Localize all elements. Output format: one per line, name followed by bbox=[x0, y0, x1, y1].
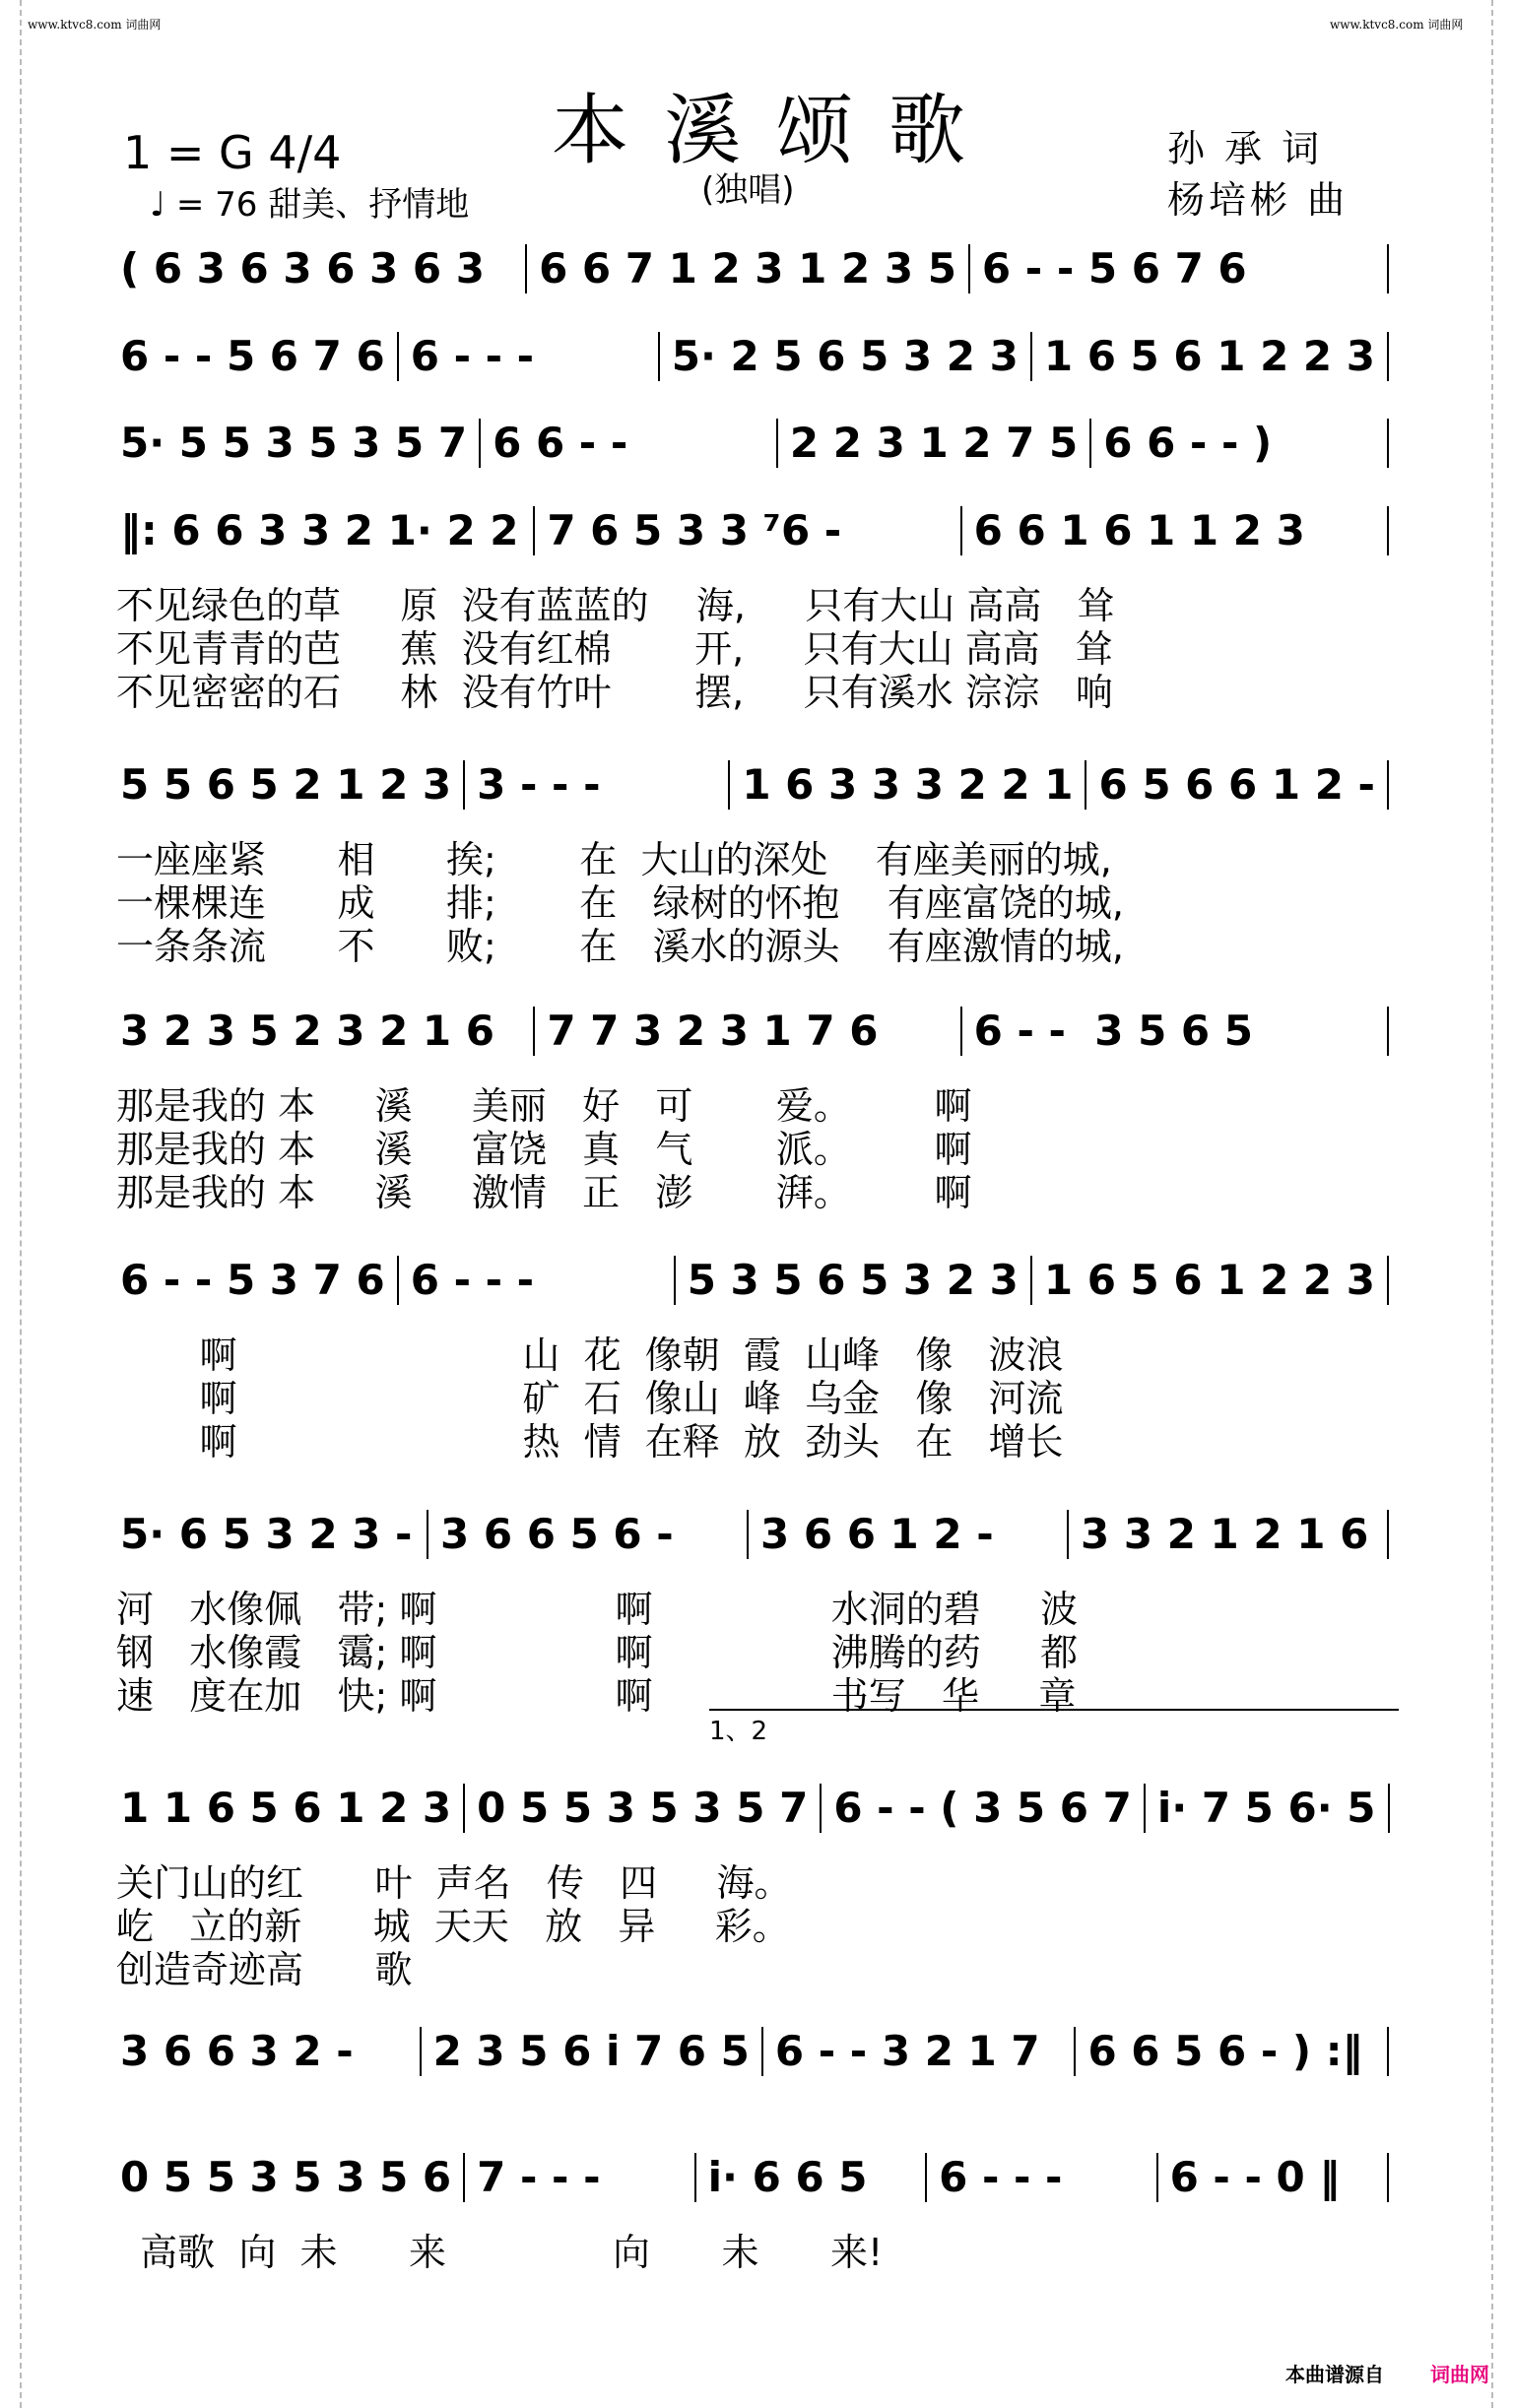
measure: 6 - - 0 ‖ bbox=[1158, 2153, 1389, 2202]
staff-row bbox=[108, 2153, 1389, 2202]
measure: 6 - - 3 5 6 5 bbox=[962, 1007, 1389, 1056]
staff-row bbox=[108, 506, 1389, 555]
lyric-line: 一棵棵连 成 排; 在 绿树的怀抱 有座富饶的城, bbox=[116, 881, 1124, 925]
measure: 1 1 6 5 6 1 2 3 bbox=[108, 1784, 465, 1833]
measure: 6 6 - - bbox=[481, 419, 778, 468]
measure: 0 5 5 3 5 3 5 6 bbox=[108, 2153, 465, 2202]
lyric-line: 啊 山 花 像朝 霞 山峰 像 波浪 bbox=[116, 1334, 1064, 1377]
footer-source: 本曲谱源自 bbox=[1285, 2363, 1384, 2386]
measure: 3 2 3 5 2 3 2 1 6 bbox=[108, 1007, 535, 1056]
composer: 杨培彬 曲 bbox=[1167, 178, 1349, 222]
staff-row bbox=[108, 1007, 1389, 1056]
watermark-right: www.ktvc8.com 词曲网 bbox=[1330, 18, 1464, 32]
staff-row bbox=[108, 1510, 1389, 1559]
measure: 6 - - 5 6 7 6 bbox=[970, 244, 1389, 293]
measure: 3 3 2 1 2 1 6 bbox=[1069, 1510, 1389, 1559]
measure: 6 - - 3 2 1 7 bbox=[763, 2027, 1077, 2076]
lyric-line: 不见青青的芭 蕉 没有红棉 开, 只有大山 高高 耸 bbox=[116, 627, 1113, 671]
lyricist: 孙 承 词 bbox=[1167, 127, 1324, 170]
staff-row bbox=[108, 1256, 1389, 1305]
measure: 6 - - ( 3 5 6 7 bbox=[822, 1784, 1146, 1833]
left-border bbox=[20, 0, 22, 2408]
lyric-line: 那是我的 本 溪 激情 正 澎 湃。 啊 bbox=[116, 1171, 972, 1214]
measure: 2 3 5 6 i 7 6 5 bbox=[422, 2027, 763, 2076]
measure: 6 - - 5 6 7 6 bbox=[108, 332, 399, 381]
measure: 6 6 7 1 2 3 1 2 3 5 bbox=[527, 244, 970, 293]
lyric-line: 创造奇迹高 歌 bbox=[116, 1948, 413, 1991]
measure: 5· 5 5 3 5 3 5 7 bbox=[108, 419, 481, 468]
lyric-line: 那是我的 本 溪 美丽 好 可 爱。 啊 bbox=[116, 1084, 972, 1128]
measure: 6 - - - bbox=[927, 2153, 1157, 2202]
staff-row bbox=[108, 244, 1389, 293]
measure: 6 - - 5 3 7 6 bbox=[108, 1256, 399, 1305]
lyric-line: 不见密密的石 林 没有竹叶 摆, 只有溪水 淙淙 响 bbox=[116, 671, 1113, 714]
measure: 5· 6 5 3 2 3 - bbox=[108, 1510, 428, 1559]
measure: 3 6 6 1 2 - bbox=[749, 1510, 1069, 1559]
measure: 3 - - - bbox=[465, 760, 730, 810]
tempo-marking: ♩ = 76 甜美、抒情地 bbox=[150, 185, 470, 225]
lyric-line: 啊 热 情 在释 放 劲头 在 增长 bbox=[116, 1420, 1064, 1464]
lyric-line: 一条条流 不 败; 在 溪水的源头 有座激情的城, bbox=[116, 925, 1124, 968]
key-signature: 1 = G 4/4 bbox=[123, 126, 342, 179]
measure: 6 6 5 6 - ) :‖ bbox=[1076, 2027, 1389, 2076]
lyric-line: 高歌 向 未 来 向 未 来! bbox=[116, 2231, 884, 2274]
staff-row bbox=[108, 1784, 1389, 1833]
staff-row bbox=[108, 332, 1389, 381]
measure: 3 6 6 5 6 - bbox=[428, 1510, 749, 1559]
volta-bracket: 1、2 bbox=[709, 1709, 1399, 1747]
measure: 7 7 3 2 3 1 7 6 bbox=[535, 1007, 961, 1056]
measure: 1 6 5 6 1 2 2 3 bbox=[1032, 332, 1389, 381]
lyric-line: 河 水像佩 带; 啊 啊 水洞的碧 波 bbox=[116, 1588, 1079, 1631]
staff-row bbox=[108, 2027, 1389, 2076]
lyric-line: 不见绿色的草 原 没有蓝蓝的 海, 只有大山 高高 耸 bbox=[116, 584, 1115, 627]
measure: 6 - - - bbox=[399, 1256, 676, 1305]
measure: 7 6 5 3 3 ⁷6 - bbox=[535, 506, 961, 555]
measure: 6 5 6 6 1 2 - bbox=[1086, 760, 1389, 810]
right-border bbox=[1491, 0, 1493, 2408]
measure: 6 6 - - ) bbox=[1091, 419, 1389, 468]
measure: 5 3 5 6 5 3 2 3 bbox=[676, 1256, 1032, 1305]
lyric-line: 关门山的红 叶 声名 传 四 海。 bbox=[116, 1861, 792, 1905]
lyric-line: 速 度在加 快; 啊 啊 书写 华 章 bbox=[116, 1674, 1077, 1718]
measure: ( 6 3 6 3 6 3 6 3 bbox=[108, 244, 527, 293]
measure: 3 6 6 3 2 - bbox=[108, 2027, 422, 2076]
measure: i· 7 5 6· 5 bbox=[1146, 1784, 1390, 1833]
staff-row bbox=[108, 760, 1389, 810]
measure: 0 5 5 3 5 3 5 7 bbox=[465, 1784, 822, 1833]
measure: 5 5 6 5 2 1 2 3 bbox=[108, 760, 465, 810]
lyric-line: 一座座紧 相 挨; 在 大山的深处 有座美丽的城, bbox=[116, 838, 1112, 881]
subtitle: (独唱) bbox=[701, 170, 795, 210]
lyric-line: 屹 立的新 城 天天 放 异 彩。 bbox=[116, 1905, 790, 1948]
measure: 5· 2 5 6 5 3 2 3 bbox=[660, 332, 1032, 381]
measure: 6 - - - bbox=[399, 332, 660, 381]
measure: ‖: 6 6 3 3 2 1· 2 2 bbox=[108, 506, 535, 555]
lyric-line: 啊 矿 石 像山 峰 乌金 像 河流 bbox=[116, 1377, 1064, 1420]
measure: 1 6 5 6 1 2 2 3 bbox=[1032, 1256, 1389, 1305]
song-title: 本溪颂歌 bbox=[552, 87, 1002, 175]
lyric-line: 那是我的 本 溪 富饶 真 气 派。 啊 bbox=[116, 1128, 972, 1171]
measure: 7 - - - bbox=[465, 2153, 695, 2202]
staff-row bbox=[108, 419, 1389, 468]
measure: i· 6 6 5 bbox=[696, 2153, 927, 2202]
footer-site: 词曲网 bbox=[1430, 2363, 1489, 2386]
measure: 6 6 1 6 1 1 2 3 bbox=[962, 506, 1389, 555]
lyric-line: 钢 水像霞 霭; 啊 啊 沸腾的药 都 bbox=[116, 1631, 1079, 1674]
watermark-left: www.ktvc8.com 词曲网 bbox=[28, 18, 162, 32]
measure: 1 6 3 3 3 2 2 1 bbox=[730, 760, 1086, 810]
measure: 2 2 3 1 2 7 5 bbox=[778, 419, 1091, 468]
